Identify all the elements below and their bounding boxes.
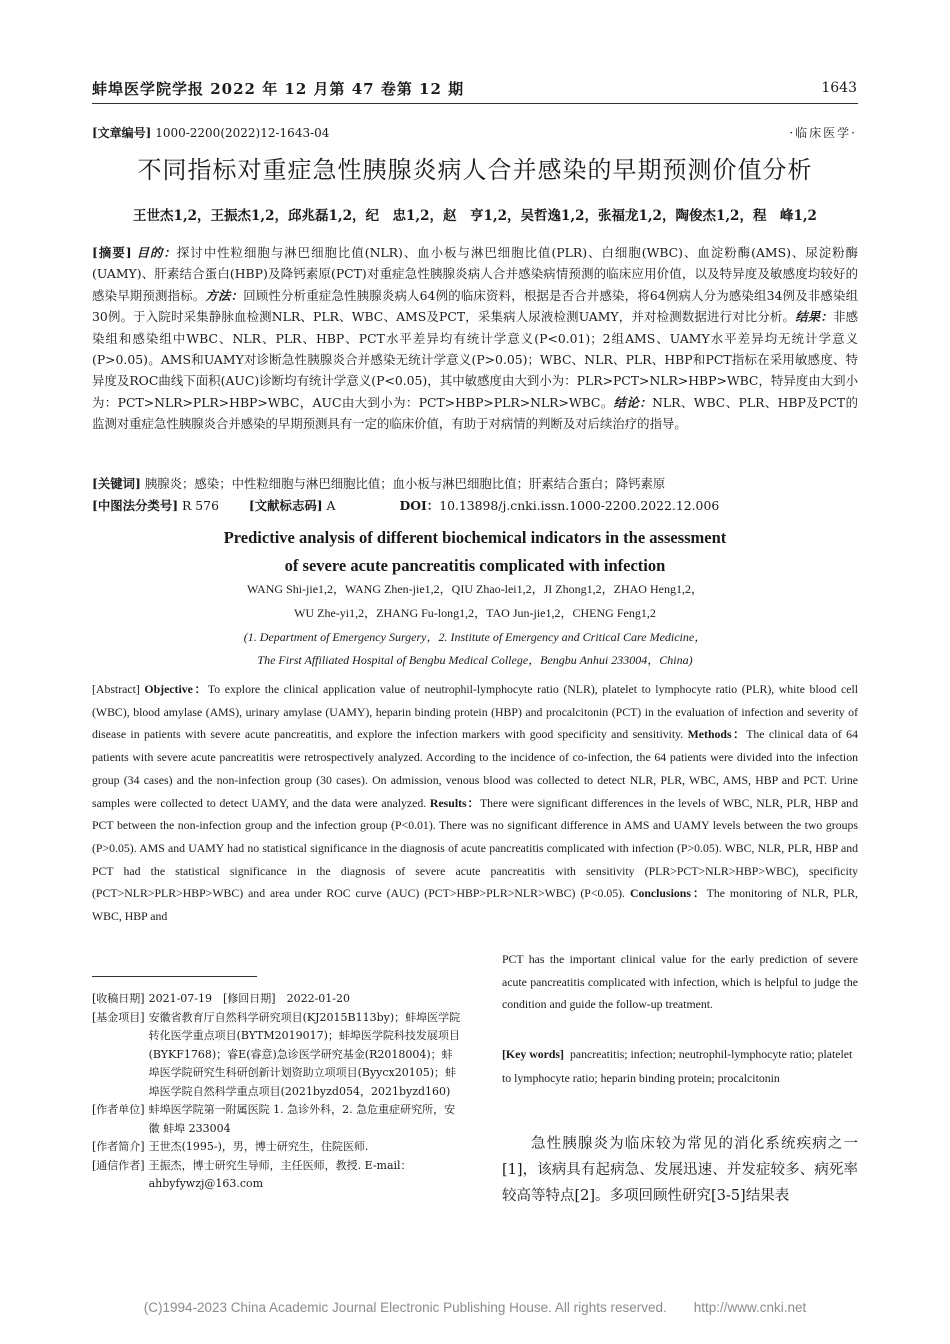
keywords-en-text: pancreatitis; infection; neutrophil-lymphocyte ratio; platelet to lymphocyte ratio; heparin binding protein; procalcitonin <box>502 1047 853 1085</box>
footnote-author-bio <box>92 1138 462 1157</box>
title-en-line2: of severe acute pancreatitis complicated with infection <box>284 556 666 575</box>
copyright-footer: (C)1994-2023 China Academic Journal Electronic Publishing House. All rights reserved. http://www.cnki.net <box>143 1300 807 1315</box>
footnote-funding <box>92 1009 462 1102</box>
article-number <box>92 124 329 141</box>
footnote-text: 2021-07-19 [修回日期] 2022-01-20 <box>148 992 351 1005</box>
abstract-cn <box>92 242 858 435</box>
footnote-text: 王振杰，博士研究生导师，主任医师，教授. E-mail：ahbyfywzj@163.com <box>148 1158 412 1190</box>
authors-cn: 王世杰1,2，王振杰1,2，邱兆磊1,2，纪 忠1,2，赵 亨1,2，吴哲逸1,2，张福龙1,2，陶俊杰1,2，程 峰1,2 <box>133 208 817 224</box>
clc-label: [中图法分类号] <box>92 498 179 513</box>
abstract-cn-results: 非感染组和感染组中WBC、NLR、PLR、HBP、PCT水平差异均有统计学意义(P<0.01)；2组AMS、UAMY水平差异均无统计学意义(P>0.05)。AMS和UAMY对诊断急性胰腺炎合并感染无统计学意义(P>0.05)；WBC、NLR、PLR、HBP和PCT指标在采用敏感度、特异度及ROC曲线下面积(AUC)诊断均有统计学意义(P<0.05)，其中敏感度由大到小为：PLR>PCT>NLR>HBP>WBC，特异度由大到小为：PCT>NLR>PLR>HBP>WBC，AUC由大到小为：PCT>HBP>PLR>NLR>WBC。 <box>92 309 859 410</box>
doc-code-label: [文献标志码] <box>248 498 323 513</box>
footnote-corresponding <box>92 1157 462 1194</box>
abstract-cn-methods: 回顾性分析重症急性胰腺炎病人64例的临床资料，根据是否合并感染，将64例病人分为感染组34例及非感染组30例。于入院时采集静脉血检测NLR、PLR、WBC、AMS及PCT，采集病人尿液检测UAMY，并对检测数据进行对比分析。 <box>92 287 859 325</box>
keywords-cn <box>92 474 858 492</box>
section-label: ·临床医学· <box>789 126 857 140</box>
abstract-en-conclusions-part1: The monitoring of NLR, PLR, WBC, HBP and <box>92 886 859 924</box>
abstract-en-results-label: Results： <box>429 795 480 810</box>
abstract-cn-conclusion-label: 结论： <box>613 394 653 410</box>
page-number: 1643 <box>821 80 857 96</box>
footnote-label: [通信作者] <box>92 1158 145 1172</box>
abstract-en <box>92 678 858 928</box>
abstract-cn-label: [摘要] <box>92 245 132 260</box>
body-paragraph: 急性胰腺炎为临床较为常见的消化系统疾病之一[1]，该病具有起病急、发展迅速、并发症较多、病死率较高等特点[2]。多项回顾性研究[3-5]结果表 <box>502 1136 858 1204</box>
footnote-rule <box>92 976 257 977</box>
footnotes <box>92 990 462 1194</box>
article-number-value: 1000-2200(2022)12-1643-04 <box>155 126 330 140</box>
footnote-label: [作者简介] <box>92 1140 145 1153</box>
affiliation-en-line1: (1. Department of Emergency Surgery，2. Institute of Emergency and Critical Care Medicine， <box>243 630 707 644</box>
footnote-label: [基金项目] <box>92 1010 145 1024</box>
footnote-text: 蚌埠医学院第一附属医院 1. 急诊外科，2. 急危重症研究所，安徽 蚌埠 233004 <box>148 1103 456 1135</box>
article-number-label: [文章编号] <box>92 126 152 140</box>
footnote-text: 安徽省教育厅自然科学研究项目(KJ2015B113by)；蚌埠医学院转化医学重点项目(BYTM2019017)；蚌埠医学院科技发展项目(BYKF1768)；睿E(睿意)急诊医学研究基金(R2018004)；蚌埠医学院研究生科研创新计划资助立项项目(Byycx20105)；蚌埠医学院自然科学重点项目(2021byzd054，2021byzd160) <box>148 1010 461 1098</box>
abstract-en-methods: The clinical data of 64 patients with severe acute pancreatitis were retrospectively analyzed. According to the incidence of co-infection, the 64 patients were divided into the infection group (34 cases) and the non-infection group (30 cases). On admission, venous blood was collected to detect NLR, PLR, WBC, AMS, HBP and PCT. Urine samples were collected to detect UAMY, and the data were analyzed. <box>92 727 858 810</box>
abstract-en-label: [Abstract] <box>92 682 140 696</box>
doc-code-value: A <box>326 498 336 513</box>
footnote-label: [作者单位] <box>92 1103 145 1116</box>
abstract-en-objective-label: Objective： <box>144 682 208 696</box>
keywords-cn-text: 胰腺炎；感染；中性粒细胞与淋巴细胞比值；血小板与淋巴细胞比值；肝素结合蛋白；降钙素原 <box>144 476 666 491</box>
clc-value: R 576 <box>182 498 219 513</box>
keywords-en <box>502 1042 858 1090</box>
abstract-en-methods-label: Methods： <box>687 727 747 742</box>
doi-label: DOI： <box>399 498 440 513</box>
authors-en-line1: WANG Shi-jie1,2，WANG Zhen-jie1,2，QIU Zhao-lei1,2，JI Zhong1,2，ZHAO Heng1,2， <box>247 582 703 596</box>
journal-header: 蚌埠医学院学报 2022 年 12 月第 47 卷第 12 期 <box>92 80 465 98</box>
affiliation-en-line2: The First Affiliated Hospital of Bengbu Medical College，Bengbu Anhui 233004，China) <box>257 653 693 667</box>
abstract-cn-conclusion: NLR、WBC、PLR、HBP及PCT的监测对重症急性胰腺炎合并感染的早期预测具有一定的临床价值，有助于对病情的判断及对后续治疗的指导。 <box>92 394 859 432</box>
footnote-received <box>92 990 462 1009</box>
doi-value: 10.13898/j.cnki.issn.1000-2200.2022.12.006 <box>439 498 720 513</box>
keywords-en-label: [Key words] <box>502 1047 564 1061</box>
title-en-line1: Predictive analysis of different biochemical indicators in the assessment <box>223 528 727 547</box>
abstract-cn-objective: 探讨中性粒细胞与淋巴细胞比值(NLR)、血小板与淋巴细胞比值(PLR)、白细胞(WBC)、血淀粉酶(AMS)、尿淀粉酶(UAMY)、肝素结合蛋白(HBP)及降钙素原(PCT)对重症急性胰腺炎病人合并感染病情预测的临床应用价值，以及特异度及敏感度均较好的感染早期预测指标。 <box>92 245 859 303</box>
abstract-en-conclusions-label: Conclusions： <box>629 886 707 901</box>
abstract-cn-results-label: 结果： <box>795 309 834 325</box>
footnote-text: 王世杰(1995-)，男，博士研究生，住院医师. <box>148 1140 369 1153</box>
keywords-cn-label: [关键词] <box>92 476 141 491</box>
abstract-cn-objective-label: 目的： <box>136 245 177 260</box>
abstract-en-results: There were significant differences in the levels of WBC, NLR, PLR, HBP and PCT between the non-infection group and the infection group (P<0.01). There was no significant difference in AMS and UAMY levels between the two groups (P>0.05). AMS and UAMY had no statistical significance in the diagnosis of acute pancreatitis complicated with infection (P>0.05). WBC, NLR, PLR, HBP and PCT had the statistical significance in the diagnosis of severe acute pancreatitis with sensitivity (PLR>PCT>NLR>HBP>WBC), specificity (PCT>NLR>PLR>HBP>WBC) and area under ROC curve (AUC) (PCT>HBP>PLR>NLR>WBC) (P<0.05). <box>92 795 858 901</box>
header-rule <box>92 103 858 104</box>
abstract-en-objective: To explore the clinical application value of neutrophil-lymphocyte ratio (NLR), platelet to lymphocyte ratio (PLR), white blood cell (WBC), blood amylase (AMS), urinary amylase (UAMY), heparin binding protein (HBP) and procalcitonin (PCT) in the evaluation of infection and severity of disease in patients with severe acute pancreatitis, and explore the infection markers with good specificity and sensitivity. <box>92 682 859 742</box>
page-title: 不同指标对重症急性胰腺炎病人合并感染的早期预测价值分析 <box>137 156 813 184</box>
footnote-affiliation <box>92 1101 462 1138</box>
classification-row <box>92 496 858 514</box>
abstract-cn-methods-label: 方法： <box>205 287 244 303</box>
authors-en-line2: WU Zhe-yi1,2，ZHANG Fu-long1,2，TAO Jun-jie1,2，CHENG Feng1,2 <box>294 606 656 620</box>
abstract-en-continued: PCT has the important clinical value for the early prediction of severe acute pancreatitis complicated with infection, which is helpful to judge the condition and guide the follow-up treatment. <box>502 952 858 1012</box>
title-en <box>0 524 950 580</box>
footnote-label: [收稿日期] <box>92 992 145 1005</box>
